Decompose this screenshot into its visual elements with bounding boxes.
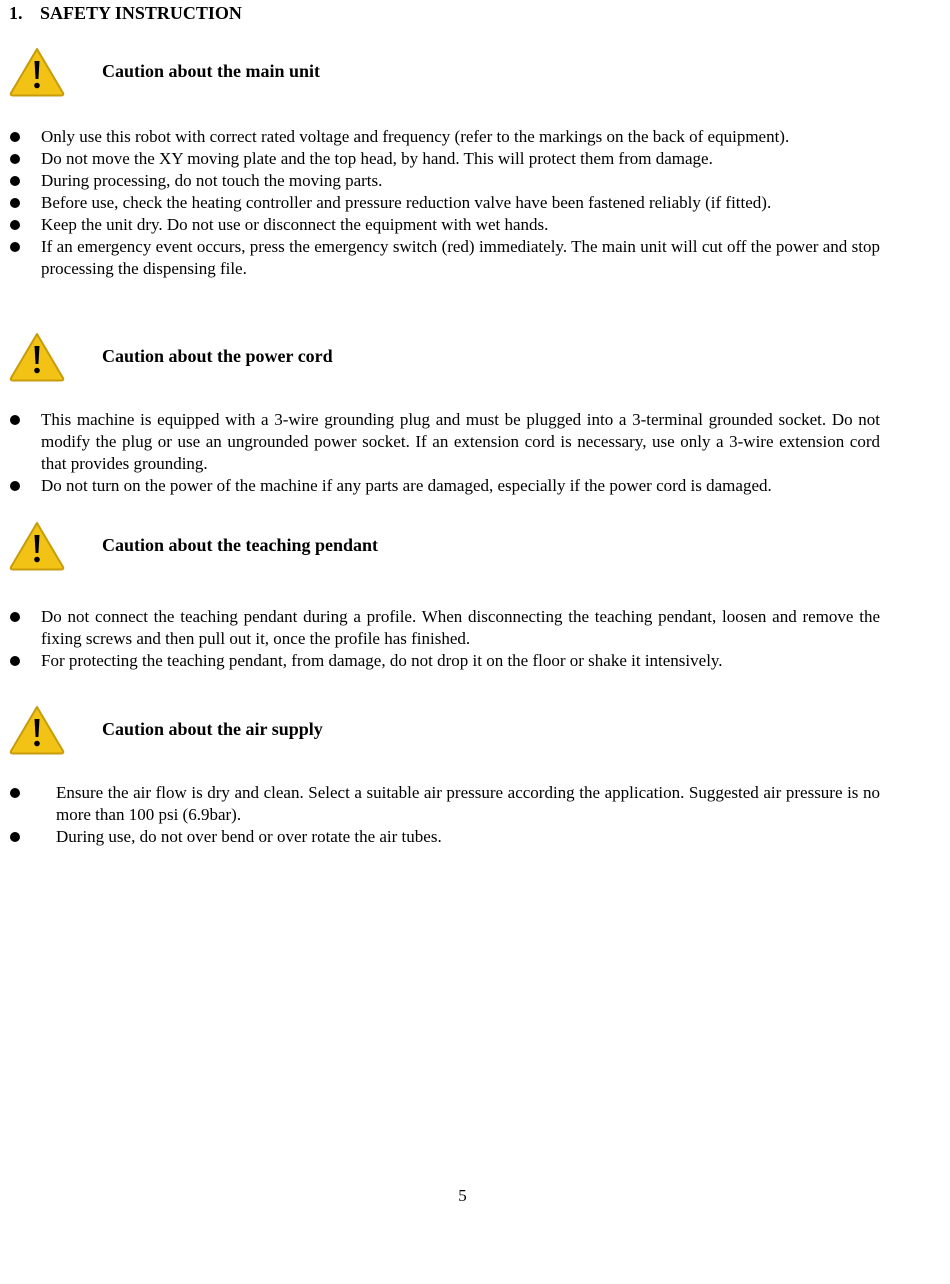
list-item-text: Do not connect the teaching pendant during a profile. When disconnecting the teaching pendant, loosen and remove the fixing screws and then pull out it, once the profile has finished.	[41, 607, 880, 648]
list-item-text: Keep the unit dry. Do not use or disconnect the equipment with wet hands.	[41, 215, 549, 234]
bullet-list	[0, 126, 950, 280]
bullet-icon	[10, 788, 20, 798]
list-item-text: During use, do not over bend or over rotate the air tubes.	[56, 827, 442, 846]
bullet-icon	[10, 242, 20, 252]
section-air-supply	[0, 704, 950, 848]
bullet-icon	[10, 220, 20, 230]
bullet-icon	[10, 132, 20, 142]
bullet-icon	[10, 656, 20, 666]
list-item-text: If an emergency event occurs, press the emergency switch (red) immediately. The main unit will cut off the power and stop processing the dispensing file.	[41, 237, 880, 278]
section-teaching-pendant	[0, 520, 950, 672]
section-title: Caution about the main unit	[102, 61, 321, 81]
list-item	[0, 606, 880, 650]
bullet-icon	[10, 832, 20, 842]
list-item	[0, 782, 880, 826]
list-item-text: Only use this robot with correct rated voltage and frequency (refer to the markings on the back of equipment).	[41, 127, 790, 146]
bullet-icon	[10, 415, 20, 425]
heading-number: 1.	[9, 3, 23, 23]
list-item	[0, 650, 880, 672]
list-item	[0, 409, 880, 475]
section-title: Caution about the teaching pendant	[102, 535, 379, 555]
list-item-text: Before use, check the heating controller and pressure reduction valve have been fastened reliably (if fitted).	[41, 193, 772, 212]
list-item	[0, 192, 880, 214]
section-title-row	[0, 704, 950, 762]
list-item-text: For protecting the teaching pendant, from damage, do not drop it on the floor or shake it intensively.	[41, 651, 723, 670]
section-title-row	[0, 46, 950, 104]
section-title: Caution about the power cord	[102, 346, 333, 366]
warning-triangle-icon	[8, 704, 66, 756]
list-item-text: Do not turn on the power of the machine if any parts are damaged, especially if the power cord is damaged.	[41, 476, 772, 495]
page-number: 5	[458, 1186, 467, 1205]
section-main-unit	[0, 46, 950, 280]
list-item-text: Do not move the XY moving plate and the top head, by hand. This will protect them from damage.	[41, 149, 713, 168]
page-heading	[9, 2, 242, 24]
list-item	[0, 826, 880, 848]
bullet-icon	[10, 612, 20, 622]
list-item	[0, 236, 880, 280]
list-item-text: Ensure the air flow is dry and clean. Select a suitable air pressure according the application. Suggested air pressure is no more than 100 psi (6.9bar).	[56, 783, 880, 824]
list-item	[0, 126, 880, 148]
bullet-icon	[10, 198, 20, 208]
section-power-cord	[0, 331, 950, 497]
warning-triangle-icon	[8, 520, 66, 572]
heading-title: SAFETY INSTRUCTION	[40, 3, 242, 23]
list-item-text: During processing, do not touch the moving parts.	[41, 171, 383, 190]
warning-triangle-icon	[8, 331, 66, 383]
section-title-row	[0, 520, 950, 578]
list-item-text: This machine is equipped with a 3-wire grounding plug and must be plugged into a 3-terminal grounded socket. Do not modify the plug or use an ungrounded power socket. If an extension cord is necessary, use only a 3-wire extension cord that provides grounding.	[41, 410, 880, 473]
bullet-list	[0, 782, 950, 848]
section-title-row	[0, 331, 950, 389]
bullet-list	[0, 409, 950, 497]
list-item	[0, 475, 880, 497]
bullet-icon	[10, 176, 20, 186]
list-item	[0, 148, 880, 170]
bullet-icon	[10, 481, 20, 491]
list-item	[0, 214, 880, 236]
section-title: Caution about the air supply	[102, 719, 323, 739]
warning-triangle-icon	[8, 46, 66, 98]
bullet-list	[0, 606, 950, 672]
bullet-icon	[10, 154, 20, 164]
list-item	[0, 170, 880, 192]
